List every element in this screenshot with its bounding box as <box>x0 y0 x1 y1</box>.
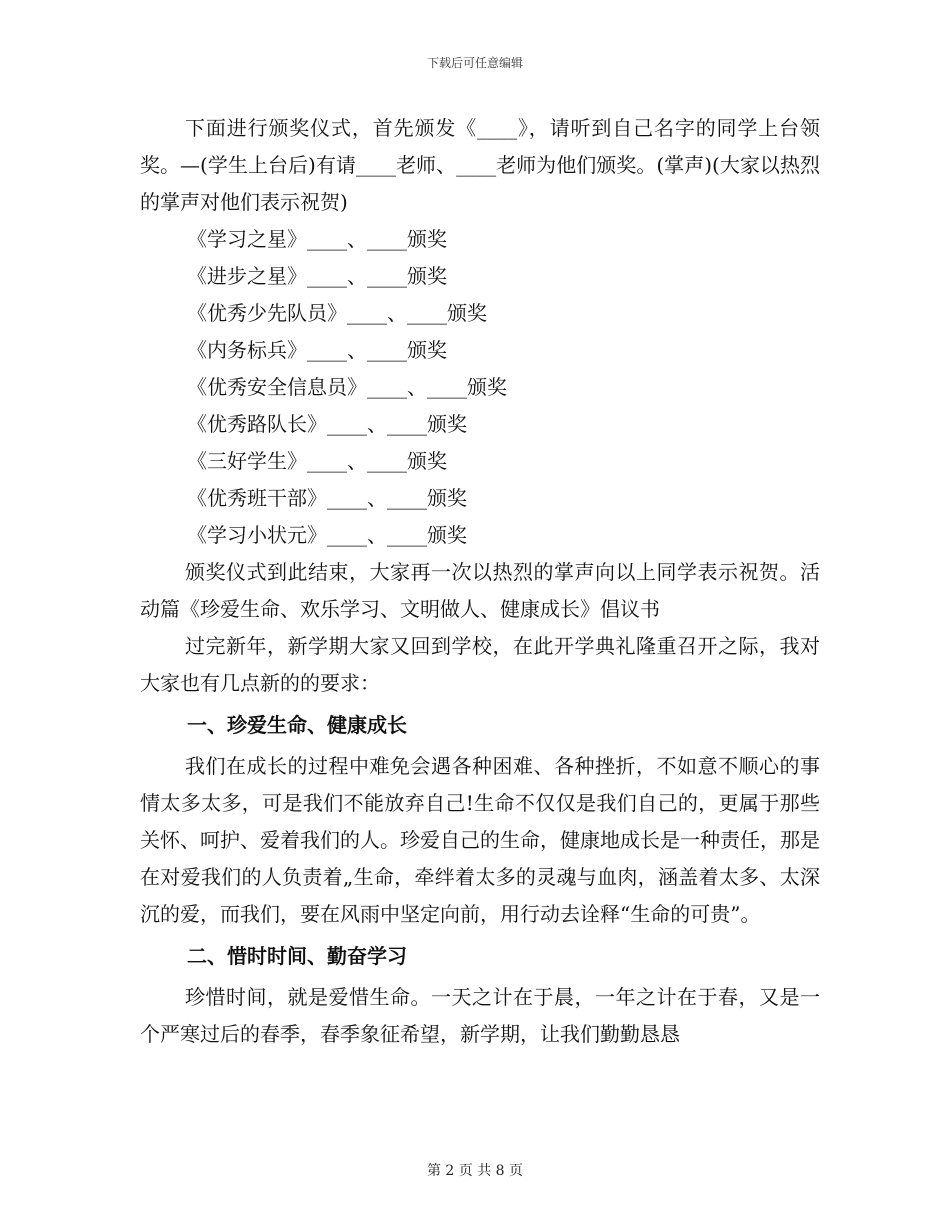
page-footer: 第 2 页 共 8 页 <box>426 1163 524 1179</box>
section-heading: 一、珍爱生命、健康成长 <box>187 713 407 737</box>
award-item: 《优秀少先队员》____、____颁奖 <box>187 301 487 325</box>
award-item: 《优秀路队长》____、____颁奖 <box>187 412 467 436</box>
section-heading: 二、惜时时间、勤奋学习 <box>187 944 407 968</box>
award-item: 《进步之星》____、____颁奖 <box>187 264 447 288</box>
section-paragraph: 我们在成长的过程中难免会遇各种困难、各种挫折，不如意不顺心的事情太多太多，可是我们不能放弃自己!生命不仅仅是我们自己的，更属于那些关怀、呵护、爱着我们的人。珍爱自己的生命，健康地成长是一种责任，那是在对爱我们的人负责着„生命，牵绊着太多的灵魂与血肉，涵盖着太多、太深沉的爱，而我们，要在风雨中坚定向前，用行动去诠释“生命的可贵”。 <box>140 754 820 926</box>
requirements-paragraph: 过完新年，新学期大家又回到学校，在此开学典礼隆重召开之际，我对大家也有几点新的的要求： <box>140 634 820 695</box>
section-paragraph: 珍惜时间，就是爱惜生命。一天之计在于晨，一年之计在于春，又是一个严寒过后的春季，春季象征希望，新学期，让我们勤勤恳恳 <box>140 985 820 1046</box>
award-item: 《内务标兵》____、____颁奖 <box>187 338 447 362</box>
award-item: 《学习小状元》____、____颁奖 <box>187 523 467 547</box>
award-item: 《优秀班干部》____、____颁奖 <box>187 486 467 510</box>
award-item: 《三好学生》____、____颁奖 <box>187 449 447 473</box>
intro-paragraph: 下面进行颁奖仪式，首先颁发《____》，请听到自己名字的同学上台领奖。—(学生上台后)有请____老师、____老师为他们颁奖。(掌声)(大家以热烈的掌声对他们表示祝贺) <box>140 116 820 214</box>
page-header: 下载后可任意编辑 <box>426 56 523 70</box>
award-item: 《优秀安全信息员》____、____颁奖 <box>187 375 507 399</box>
closing-paragraph: 颁奖仪式到此结束，大家再一次以热烈的掌声向以上同学表示祝贺。活动篇《珍爱生命、欢乐学习、文明做人、健康成长》倡议书 <box>140 560 820 621</box>
award-item: 《学习之星》____、____颁奖 <box>187 227 447 251</box>
document-body <box>140 110 820 1053</box>
